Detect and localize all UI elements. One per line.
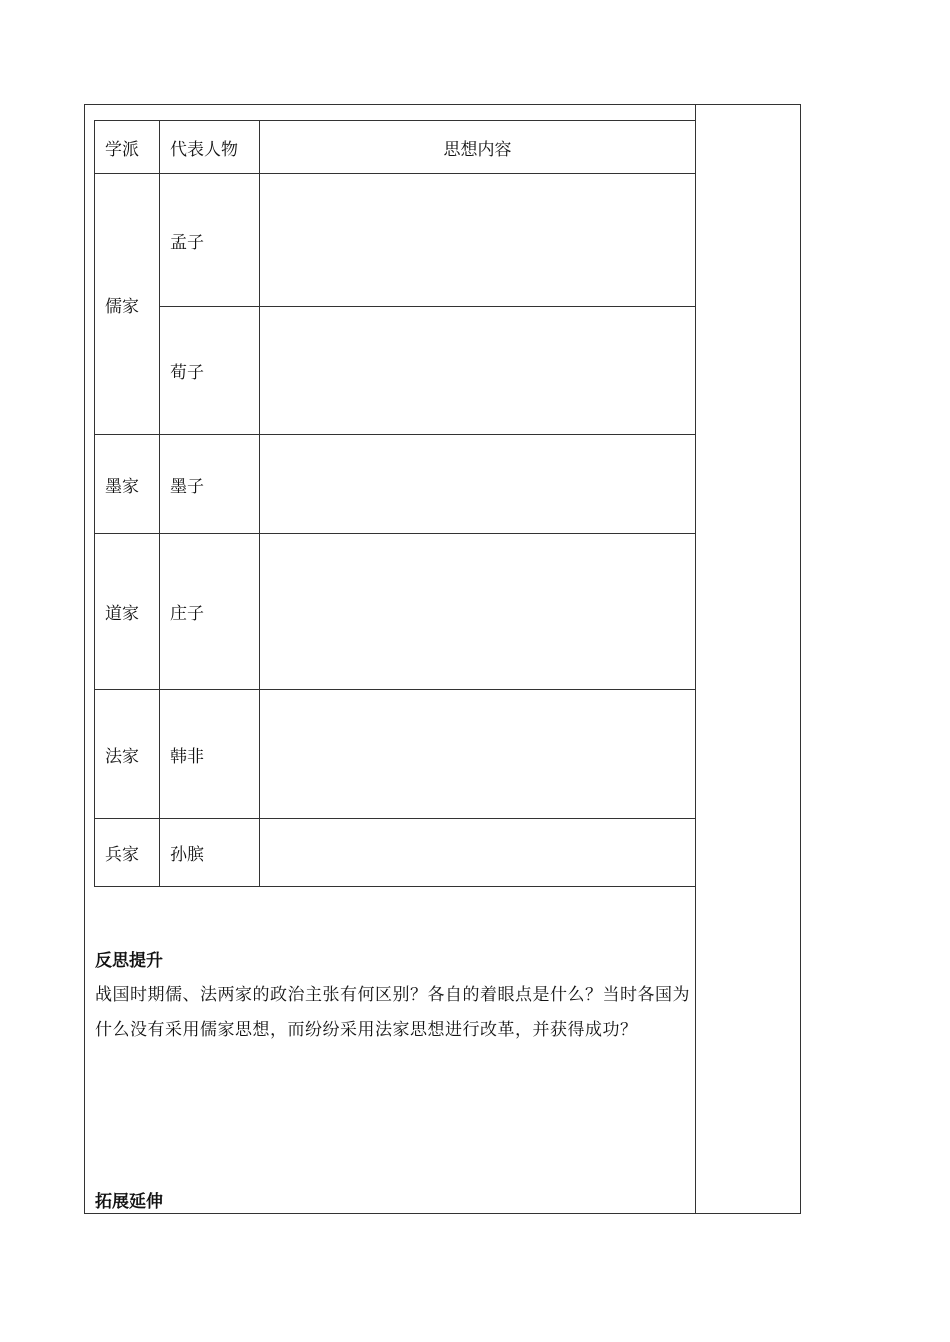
table-row xyxy=(95,690,696,819)
content-cell-hanfei[interactable] xyxy=(260,690,696,819)
table-row xyxy=(95,435,696,534)
school-cell-bingjia: 兵家 xyxy=(95,819,160,887)
school-cell-fajia: 法家 xyxy=(95,690,160,819)
table-row xyxy=(95,174,696,307)
content-cell-xunzi[interactable] xyxy=(260,307,696,435)
person-cell-hanfei: 韩非 xyxy=(160,690,260,819)
header-school: 学派 xyxy=(95,121,160,174)
school-cell-mojia: 墨家 xyxy=(95,435,160,534)
table-header-row xyxy=(95,121,696,174)
table-row xyxy=(95,819,696,887)
schools-table xyxy=(94,120,696,887)
header-content: 思想内容 xyxy=(260,121,696,174)
person-cell-sunbin: 孙膑 xyxy=(160,819,260,887)
table-row xyxy=(95,534,696,690)
person-cell-zhuangzi: 庄子 xyxy=(160,534,260,690)
content-cell-sunbin[interactable] xyxy=(260,819,696,887)
content-cell-zhuangzi[interactable] xyxy=(260,534,696,690)
reflection-title: 反思提升 xyxy=(95,951,163,971)
person-cell-xunzi: 荀子 xyxy=(160,307,260,435)
school-cell-rujia: 儒家 xyxy=(95,174,160,435)
school-cell-daojia: 道家 xyxy=(95,534,160,690)
header-representative: 代表人物 xyxy=(160,121,260,174)
extension-title: 拓展延伸 xyxy=(95,1192,163,1212)
person-cell-mengzi: 孟子 xyxy=(160,174,260,307)
content-cell-mozi[interactable] xyxy=(260,435,696,534)
content-cell-mengzi[interactable] xyxy=(260,174,696,307)
table-row xyxy=(95,307,696,435)
reflection-question: 战国时期儒、法两家的政治主张有何区别？各自的着眼点是什么？当时各国为什么没有采用儒家思想，而纷纷采用法家思想进行改革，并获得成功？ xyxy=(95,985,690,1040)
person-cell-mozi: 墨子 xyxy=(160,435,260,534)
